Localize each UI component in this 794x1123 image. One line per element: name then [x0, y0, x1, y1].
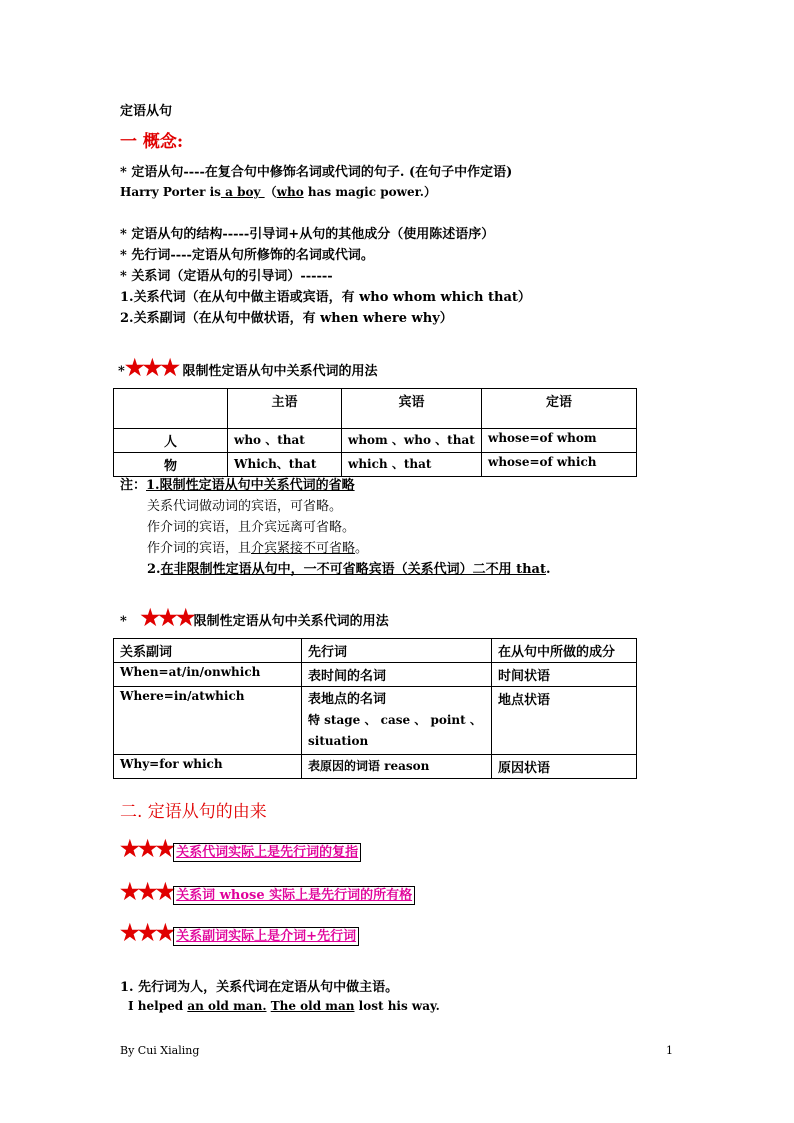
example-underlined-2: The old man — [270, 999, 355, 1013]
table-cell: 原因状语 — [492, 755, 637, 779]
concept-line-4: * 关系词（定语从句的引导词）------ — [120, 269, 333, 284]
header-cell — [114, 389, 228, 429]
table2-caption — [120, 607, 389, 629]
origin-point-1 — [120, 838, 361, 860]
note-1c-post: 。 — [355, 541, 369, 556]
header-cell: 先行词 — [302, 639, 492, 663]
note-1c-pre: 作介词的宾语，且 — [147, 541, 252, 556]
table-header-row — [114, 389, 637, 429]
relative-adverb-table — [113, 638, 637, 779]
section2-heading: 二. 定语从句的由来 — [120, 802, 267, 822]
table-cell: 地点状语 — [492, 687, 637, 755]
table-cell: 表原因的词语 reason — [302, 755, 492, 779]
table-cell: 物 — [114, 453, 228, 477]
example-post: lost his way. — [354, 999, 440, 1013]
note-2-underlined: 在非限制性定语从句中，一不可省略宾语（关系代词）二不用 that — [160, 562, 546, 577]
cell-line: 特 stage 、 case 、 point 、 — [308, 713, 482, 727]
origin-point-3 — [120, 922, 359, 944]
note-1a: 关系代词做动词的宾语，可省略。 — [147, 499, 343, 514]
table-cell: 表时间的名词 — [302, 663, 492, 687]
table2-prefix: * — [120, 614, 127, 629]
cell-line: situation — [308, 734, 369, 748]
table-cell: Which、that — [228, 453, 342, 477]
stars-icon: ★★★ — [120, 879, 174, 905]
table-row — [114, 453, 637, 477]
table1-prefix: * — [118, 364, 125, 379]
boxed-note: 关系副词实际上是介词+先行词 — [173, 927, 359, 946]
concept-line-6: 2.关系副词（在从句中做状语，有 when where why） — [120, 311, 453, 326]
header-cell: 关系副词 — [114, 639, 302, 663]
stars-icon: ★★★ — [120, 836, 174, 862]
example-text-pre: Harry Porter is — [120, 185, 221, 199]
table-cell: When=at/in/onwhich — [114, 663, 302, 687]
boxed-note: 关系代词实际上是先行词的复指 — [173, 843, 361, 862]
header-cell: 定语 — [482, 389, 637, 429]
table-row — [114, 687, 637, 755]
header-cell: 宾语 — [342, 389, 482, 429]
table2-caption-text: 限制性定语从句中关系代词的用法 — [193, 614, 389, 629]
section1-heading: 一 概念: — [120, 132, 184, 152]
table-cell: which 、that — [342, 453, 482, 477]
boxed-note: 关系词 whose 实际上是先行词的所有格 — [173, 886, 415, 905]
concept-line-1: * 定语从句----在复合句中修饰名词或代词的句子. (在句子中作定语) — [120, 165, 513, 180]
footer-author: By Cui Xialing — [120, 1044, 200, 1057]
note-1-text: 1.限制性定语从句中关系代词的省略 — [146, 478, 355, 493]
table-cell: whom 、who 、that — [342, 429, 482, 453]
concept-line-3: * 先行词----定语从句所修饰的名词或代词。 — [120, 248, 374, 263]
example-antecedent: a boy — [220, 185, 265, 199]
table1-caption-text: 限制性定语从句中关系代词的用法 — [177, 364, 378, 379]
concept-line-5: 1.关系代词（在从句中做主语或宾语，有 who whom which that） — [120, 290, 531, 305]
table-cell — [302, 687, 492, 755]
example-text-mid: （ — [264, 185, 277, 199]
concept-example — [120, 183, 436, 200]
table-row — [114, 429, 637, 453]
note-1c-underlined: 介宾紧接不可省略 — [251, 541, 356, 556]
table-header-row — [114, 639, 637, 663]
table-cell: 时间状语 — [492, 663, 637, 687]
example-pre: I helped — [128, 999, 188, 1013]
note-1b: 作介词的宾语，且介宾远离可省略。 — [147, 520, 356, 535]
table-row — [114, 755, 637, 779]
header-cell: 在从句中所做的成分 — [492, 639, 637, 663]
table-cell: Where=in/atwhich — [114, 687, 302, 755]
page-number: 1 — [666, 1044, 673, 1057]
note-1c — [147, 537, 368, 556]
table-cell: Why=for which — [114, 755, 302, 779]
table-cell: 人 — [114, 429, 228, 453]
note-2-post: . — [546, 562, 551, 577]
table-row — [114, 663, 637, 687]
table-cell: whose=of whom — [482, 429, 637, 453]
example-relative-word: who — [276, 185, 304, 199]
stars-icon: ★★★ — [120, 920, 174, 946]
page-title: 定语从句 — [120, 104, 173, 119]
table-cell: who 、that — [228, 429, 342, 453]
note-2-pre: 2. — [147, 562, 161, 577]
header-cell: 主语 — [228, 389, 342, 429]
point-1-example — [128, 999, 440, 1013]
note-2 — [147, 558, 551, 577]
note-label: 注： — [120, 478, 147, 493]
example-underlined-1: an old man. — [187, 999, 267, 1013]
relative-pronoun-table — [113, 388, 637, 477]
concept-line-2: * 定语从句的结构-----引导词+从句的其他成分（使用陈述语序） — [120, 227, 495, 242]
table-cell: whose=of which — [482, 453, 637, 477]
stars-icon: ★★★ — [140, 605, 194, 631]
note-1 — [120, 474, 355, 493]
example-text-post: has magic power.） — [303, 185, 436, 199]
origin-point-2 — [120, 881, 415, 903]
stars-icon: ★★★ — [124, 355, 178, 381]
cell-line: 表地点的名词 — [308, 692, 387, 707]
table1-caption — [118, 357, 378, 379]
point-1: 1. 先行词为人，关系代词在定语从句中做主语。 — [120, 980, 399, 995]
